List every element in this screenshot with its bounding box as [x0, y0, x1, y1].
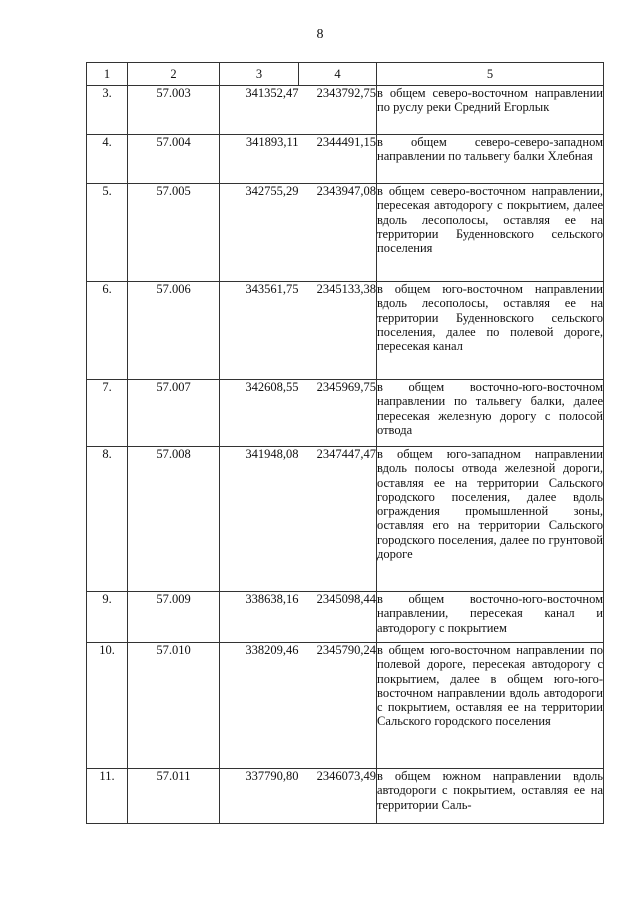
row-number: 11. [87, 769, 128, 824]
coord-y: 2345098,44 [299, 592, 377, 643]
row-number: 8. [87, 447, 128, 592]
coord-x: 341893,11 [220, 135, 299, 184]
boundary-description: в общем северо-северо-западном направлении по тальвегу балки Хлебная [377, 135, 604, 184]
coord-y: 2345133,38 [299, 282, 377, 380]
coord-y: 2347447,47 [299, 447, 377, 592]
point-code: 57.011 [128, 769, 220, 824]
row-number: 10. [87, 643, 128, 769]
boundary-description: в общем восточно-юго-восточном направлении по тальвегу балки, далее пересекая железную дорогу с полосой отвода [377, 380, 604, 447]
coord-x: 341948,08 [220, 447, 299, 592]
table-row [87, 769, 604, 824]
point-code: 57.008 [128, 447, 220, 592]
boundary-table [86, 62, 604, 824]
table-row [87, 184, 604, 282]
header-col-1: 1 [87, 63, 128, 86]
table-header-row [87, 63, 604, 86]
coord-y: 2343792,75 [299, 86, 377, 135]
coord-y: 2343947,08 [299, 184, 377, 282]
table-row [87, 86, 604, 135]
page-number: 8 [316, 27, 324, 42]
coord-x: 338638,16 [220, 592, 299, 643]
boundary-description: в общем северо-восточном направлении, пересекая автодорогу с покрытием, далее вдоль лесополосы, оставляя ее на территории Буденновского сельского поселения [377, 184, 604, 282]
header-col-4: 4 [299, 63, 377, 86]
coord-x: 342608,55 [220, 380, 299, 447]
row-number: 3. [87, 86, 128, 135]
table-row [87, 135, 604, 184]
boundary-description: в общем юго-восточном направлении вдоль лесополосы, оставляя ее на территории Буденновского сельского поселения, далее по полевой дороге, пересекая канал [377, 282, 604, 380]
boundary-description: в общем юго-западном направлении вдоль полосы отвода железной дороги, оставляя ее на территории Сальского городского поселения, далее вдоль ограждения промышленной зоны, оставляя его на территории Сальского городского поселения, далее по грунтовой дороге [377, 447, 604, 592]
row-number: 4. [87, 135, 128, 184]
boundary-description: в общем восточно-юго-восточном направлении, пересекая канал и автодорогу с покрытием [377, 592, 604, 643]
coord-y: 2345790,24 [299, 643, 377, 769]
header-col-5: 5 [377, 63, 604, 86]
point-code: 57.004 [128, 135, 220, 184]
table-row [87, 380, 604, 447]
table-row [87, 592, 604, 643]
point-code: 57.010 [128, 643, 220, 769]
header-col-3: 3 [220, 63, 299, 86]
point-code: 57.009 [128, 592, 220, 643]
coord-y: 2344491,15 [299, 135, 377, 184]
coord-x: 343561,75 [220, 282, 299, 380]
row-number: 5. [87, 184, 128, 282]
boundary-description: в общем южном направлении вдоль автодороги с покрытием, оставляя ее на территории Саль- [377, 769, 604, 824]
point-code: 57.005 [128, 184, 220, 282]
coord-x: 338209,46 [220, 643, 299, 769]
coord-x: 342755,29 [220, 184, 299, 282]
point-code: 57.007 [128, 380, 220, 447]
row-number: 9. [87, 592, 128, 643]
point-code: 57.006 [128, 282, 220, 380]
row-number: 6. [87, 282, 128, 380]
boundary-description: в общем северо-восточном направлении по руслу реки Средний Егорлык [377, 86, 604, 135]
coord-x: 341352,47 [220, 86, 299, 135]
point-code: 57.003 [128, 86, 220, 135]
coord-y: 2346073,49 [299, 769, 377, 824]
boundary-description: в общем юго-восточном направлении по полевой дороге, пересекая автодорогу с покрытием, далее в общем юго-юго-восточном направлении вдоль автодороги с покрытием, оставляя ее на территории Сальского городского поселения [377, 643, 604, 769]
row-number: 7. [87, 380, 128, 447]
table-row [87, 282, 604, 380]
coord-x: 337790,80 [220, 769, 299, 824]
table-row [87, 447, 604, 592]
table-row [87, 643, 604, 769]
header-col-2: 2 [128, 63, 220, 86]
coord-y: 2345969,75 [299, 380, 377, 447]
